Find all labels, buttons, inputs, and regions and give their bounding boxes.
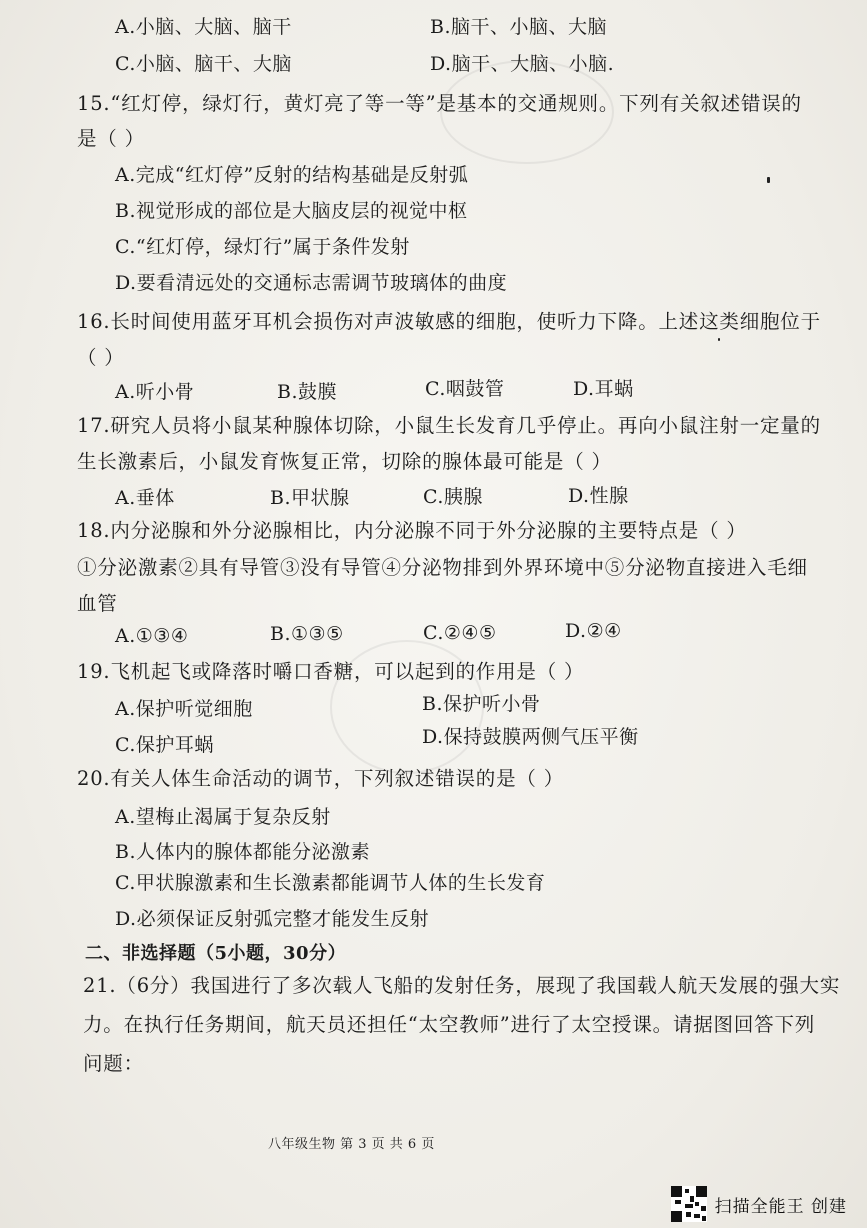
text-line-l11: 16.长时间使用蓝牙耳机会损伤对声波敏感的细胞，使听力下降。上述这类细胞位于 [77, 310, 821, 333]
text-line-l23: 18.内分泌腺和外分泌腺相比，内分泌腺不同于外分泌腺的主要特点是（ ） [77, 519, 747, 542]
scan-speck-2 [718, 338, 720, 341]
text-line-l26: A.①③④ [115, 625, 189, 647]
text-line-l34: D.保持鼓膜两侧气压平衡 [422, 726, 639, 748]
text-line-l36: A.望梅止渴属于复杂反射 [115, 806, 331, 828]
text-line-l20: B.甲状腺 [270, 487, 350, 509]
scanner-watermark [671, 1186, 847, 1222]
text-line-l25: 血管 [77, 592, 118, 615]
text-line-l39: D.必须保证反射弧完整才能发生反射 [115, 908, 430, 930]
text-line-l16: D.耳蜗 [573, 378, 634, 400]
text-line-l17: 17.研究人员将小鼠某种腺体切除，小鼠生长发育几乎停止。再向小鼠注射一定量的 [77, 414, 821, 437]
text-line-l10: D.要看清远处的交通标志需调节玻璃体的曲度 [115, 272, 508, 294]
text-line-l31: A.保护听觉细胞 [115, 698, 253, 720]
text-line-l38: C.甲状腺激素和生长激素都能调节人体的生长发育 [115, 872, 546, 894]
scan-speck [767, 177, 770, 183]
text-line-l28: C.②④⑤ [423, 622, 497, 644]
text-line-l14: B.鼓膜 [277, 381, 338, 403]
scanner-label: 扫描全能王 创建 [714, 1196, 847, 1217]
text-line-l19: A.垂体 [115, 487, 175, 509]
text-line-l43: 问题： [83, 1052, 144, 1075]
text-line-l40: 二、非选择题（5小题，30分） [85, 943, 347, 964]
text-line-l37: B.人体内的腺体都能分泌激素 [115, 841, 371, 863]
text-line-l9: C.“红灯停，绿灯行”属于条件发射 [115, 236, 410, 258]
text-line-l41: 21.（6分）我国进行了多次载人飞船的发射任务，展现了我国载人航天发展的强大实 [83, 974, 841, 997]
text-line-l42: 力。在执行任务期间，航天员还担任“太空教师”进行了太空授课。请据图回答下列 [83, 1013, 816, 1036]
text-line-l12: （ ） [77, 346, 125, 369]
text-line-l5: 15.“红灯停，绿灯行，黄灯亮了等一等”是基本的交通规则。下列有关叙述错误的 [77, 92, 802, 115]
text-line-l13: A.听小骨 [115, 381, 195, 403]
text-line-l29: D.②④ [565, 620, 622, 642]
text-line-l21: C.胰腺 [423, 486, 483, 508]
text-line-l30: 19.飞机起飞或降落时嚼口香糖，可以起到的作用是（ ） [77, 660, 585, 683]
text-line-l7: A.完成“红灯停”反射的结构基础是反射弧 [115, 164, 469, 186]
text-line-l33: C.保护耳蜗 [115, 734, 214, 756]
text-line-l32: B.保护听小骨 [422, 693, 541, 715]
text-line-l18: 生长激素后，小鼠发育恢复正常，切除的腺体最可能是（ ） [77, 450, 612, 473]
text-line-l22: D.性腺 [568, 485, 629, 507]
text-line-l2: B.脑干、小脑、大脑 [430, 16, 608, 38]
text-line-l8: B.视觉形成的部位是大脑皮层的视觉中枢 [115, 200, 468, 222]
text-line-l6: 是（ ） [77, 127, 145, 150]
page-footer: 八年级生物 第 3 页 共 6 页 [268, 1137, 435, 1152]
text-line-l24: ①分泌激素②具有导管③没有导管④分泌物排到外界环境中⑤分泌物直接进入毛细 [77, 556, 808, 579]
text-line-l15: C.咽鼓管 [425, 378, 505, 400]
text-line-l1: A.小脑、大脑、脑干 [115, 16, 292, 38]
text-line-l35: 20.有关人体生命活动的调节，下列叙述错误的是（ ） [77, 767, 565, 790]
text-line-l3: C.小脑、脑干、大脑 [115, 53, 292, 75]
qr-code-icon [671, 1186, 707, 1222]
text-line-l27: B.①③⑤ [270, 623, 344, 645]
text-line-l4: D.脑干、大脑、小脑. [430, 53, 615, 75]
